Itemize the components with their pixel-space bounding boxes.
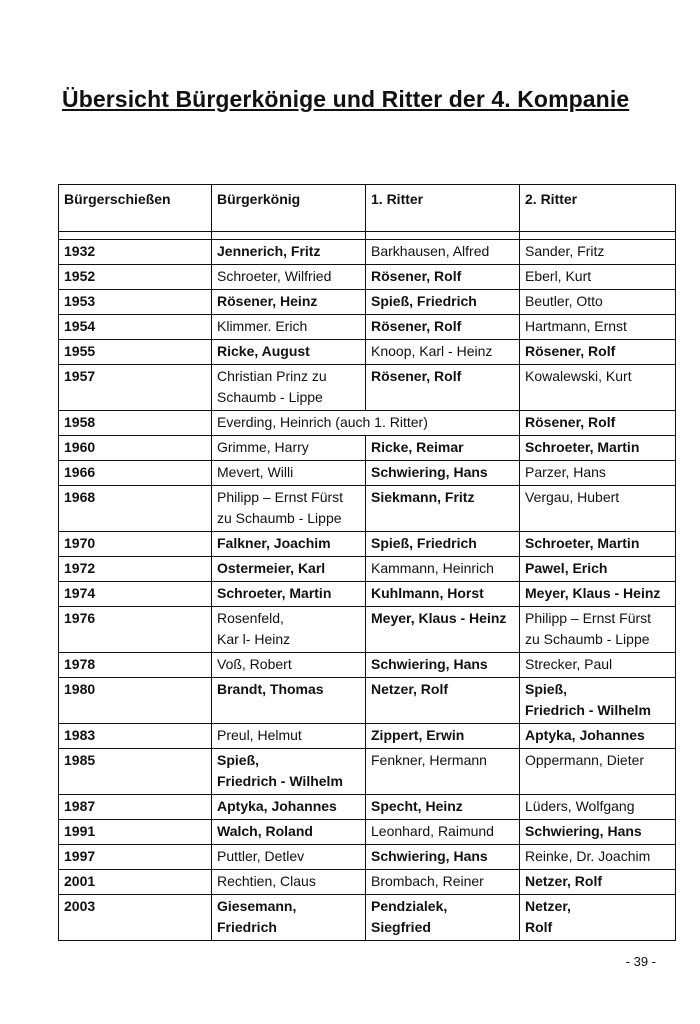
koenig-cell	[212, 795, 366, 820]
table-row	[59, 436, 676, 461]
ritter2-cell	[520, 749, 676, 795]
ritter2-cell-line: Aptyka, Johannes	[525, 727, 645, 743]
koenig-cell	[212, 820, 366, 845]
koenig-cell-line: Friedrich	[217, 919, 277, 935]
koenig-cell	[212, 724, 366, 749]
spacer-cell	[212, 232, 366, 240]
ritter2-cell	[520, 895, 676, 941]
ritter1-cell	[366, 820, 520, 845]
koenig-cell-line: Falkner, Joachim	[217, 535, 331, 551]
ritter1-cell-line: Fenkner, Hermann	[371, 752, 487, 768]
koenig-cell-line: Mevert, Willi	[217, 464, 294, 480]
koenig-cell-line: Schroeter, Wilfried	[217, 268, 332, 284]
ritter2-cell-line: Rolf	[525, 919, 553, 935]
table-row	[59, 870, 676, 895]
koenig-cell-line: Grimme, Harry	[217, 439, 309, 455]
koenig-cell	[212, 607, 366, 653]
ritter2-cell	[520, 365, 676, 411]
table-row	[59, 678, 676, 724]
ritter2-cell	[520, 678, 676, 724]
year-cell: 1952	[59, 265, 212, 290]
koenig-cell	[212, 749, 366, 795]
year-cell: 1980	[59, 678, 212, 724]
ritter1-cell-line: Spieß, Friedrich	[371, 293, 477, 309]
ritter2-cell	[520, 653, 676, 678]
ritter2-cell-line: Oppermann, Dieter	[525, 752, 645, 768]
ritter1-cell	[366, 724, 520, 749]
ritter1-cell-line: Rösener, Rolf	[371, 268, 462, 284]
table-row	[59, 365, 676, 411]
spacer-cell	[366, 232, 520, 240]
koenig-cell	[212, 557, 366, 582]
table-header-row	[59, 185, 676, 232]
koenig-cell	[212, 870, 366, 895]
ritter1-cell-line: Ricke, Reimar	[371, 439, 464, 455]
ritter1-cell	[366, 845, 520, 870]
ritter2-cell-line: Friedrich - Wilhelm	[525, 702, 651, 718]
ritter2-cell-line: Netzer,	[525, 898, 571, 914]
ritter1-cell-line: Leonhard, Raimund	[371, 823, 494, 839]
koenig-cell-line: Christian Prinz zu	[217, 368, 327, 384]
ritter1-cell-line: Knoop, Karl - Heinz	[371, 343, 493, 359]
year-cell: 1958	[59, 411, 212, 436]
koenig-cell-line: Schroeter, Martin	[217, 585, 332, 601]
koenig-cell	[212, 653, 366, 678]
table-row	[59, 461, 676, 486]
koenig-cell-line: Friedrich - Wilhelm	[217, 773, 343, 789]
year-cell: 1987	[59, 795, 212, 820]
koenig-cell-line: Rosenfeld,	[217, 610, 284, 626]
ritter1-cell-line: Kuhlmann, Horst	[371, 585, 484, 601]
kings-table	[58, 184, 676, 941]
ritter2-cell	[520, 582, 676, 607]
ritter2-cell-line: Rösener, Rolf	[525, 343, 616, 359]
ritter2-cell	[520, 315, 676, 340]
ritter1-cell	[366, 557, 520, 582]
ritter2-cell	[520, 461, 676, 486]
table-row	[59, 265, 676, 290]
table-row	[59, 557, 676, 582]
ritter1-cell	[366, 265, 520, 290]
ritter1-cell-line: Specht, Heinz	[371, 798, 463, 814]
ritter2-cell-line: Reinke, Dr. Joachim	[525, 848, 651, 864]
ritter2-cell-line: Schroeter, Martin	[525, 439, 640, 455]
ritter1-cell-line: Kammann, Heinrich	[371, 560, 494, 576]
ritter2-cell-line: Beutler, Otto	[525, 293, 603, 309]
year-cell: 1954	[59, 315, 212, 340]
ritter1-cell	[366, 315, 520, 340]
koenig-cell-line: Ostermeier, Karl	[217, 560, 326, 576]
ritter1-cell	[366, 290, 520, 315]
ritter2-cell	[520, 265, 676, 290]
ritter2-cell-line: Pawel, Erich	[525, 560, 608, 576]
table-row	[59, 895, 676, 941]
ritter2-cell-line: Sander, Fritz	[525, 243, 605, 259]
koenig-cell-line: Jennerich, Fritz	[217, 243, 321, 259]
table-row	[59, 411, 676, 436]
ritter1-cell	[366, 340, 520, 365]
koenig-cell	[212, 365, 366, 411]
koenig-cell-line: Walch, Roland	[217, 823, 313, 839]
koenig-cell	[212, 582, 366, 607]
koenig-cell-line: Kar l- Heinz	[217, 631, 291, 647]
ritter2-cell-line: Netzer, Rolf	[525, 873, 603, 889]
ritter2-cell-line: Rösener, Rolf	[525, 414, 616, 430]
table-row	[59, 749, 676, 795]
ritter2-cell	[520, 240, 676, 265]
ritter1-cell	[366, 870, 520, 895]
ritter1-cell-line: Rösener, Rolf	[371, 368, 462, 384]
year-cell: 1991	[59, 820, 212, 845]
ritter1-cell-line: Meyer, Klaus - Heinz	[371, 610, 507, 626]
ritter2-cell	[520, 845, 676, 870]
ritter2-cell	[520, 607, 676, 653]
koenig-cell-line: Rösener, Heinz	[217, 293, 318, 309]
year-cell: 1983	[59, 724, 212, 749]
year-cell: 2001	[59, 870, 212, 895]
table-row	[59, 486, 676, 532]
ritter1-cell-line: Pendzialek,	[371, 898, 448, 914]
table-row	[59, 795, 676, 820]
koenig-cell	[212, 340, 366, 365]
year-cell: 1978	[59, 653, 212, 678]
page-number: - 39 -	[625, 954, 656, 969]
ritter1-cell	[366, 461, 520, 486]
ritter1-cell	[366, 895, 520, 941]
koenig-cell	[212, 436, 366, 461]
year-cell: 1985	[59, 749, 212, 795]
ritter2-cell-line: Meyer, Klaus - Heinz	[525, 585, 661, 601]
year-cell: 1997	[59, 845, 212, 870]
ritter2-cell-line: Parzer, Hans	[525, 464, 606, 480]
ritter1-cell	[366, 532, 520, 557]
ritter2-cell-line: Schwiering, Hans	[525, 823, 642, 839]
ritter1-cell-line: Brombach, Reiner	[371, 873, 484, 889]
year-cell: 1966	[59, 461, 212, 486]
ritter1-cell	[366, 436, 520, 461]
year-cell: 1972	[59, 557, 212, 582]
ritter2-cell	[520, 436, 676, 461]
ritter1-cell-line: Siegfried	[371, 919, 431, 935]
ritter1-cell-line: Rösener, Rolf	[371, 318, 462, 334]
spacer-cell	[520, 232, 676, 240]
ritter1-cell	[366, 486, 520, 532]
ritter2-cell	[520, 486, 676, 532]
year-cell: 1976	[59, 607, 212, 653]
ritter2-cell-line: Vergau, Hubert	[525, 489, 620, 505]
table-row	[59, 607, 676, 653]
ritter2-cell	[520, 820, 676, 845]
table-row	[59, 845, 676, 870]
koenig-cell	[212, 895, 366, 941]
ritter2-cell	[520, 290, 676, 315]
year-cell: 1960	[59, 436, 212, 461]
koenig-cell	[212, 486, 366, 532]
ritter1-cell	[366, 678, 520, 724]
table-row	[59, 290, 676, 315]
year-cell: 1955	[59, 340, 212, 365]
ritter2-cell-line: Kowalewski, Kurt	[525, 368, 632, 384]
koenig-cell	[212, 678, 366, 724]
ritter1-cell-line: Spieß, Friedrich	[371, 535, 477, 551]
ritter1-cell	[366, 607, 520, 653]
year-cell: 1968	[59, 486, 212, 532]
table-row	[59, 582, 676, 607]
year-cell: 1974	[59, 582, 212, 607]
ritter2-cell	[520, 795, 676, 820]
ritter2-cell-line: Eberl, Kurt	[525, 268, 592, 284]
ritter2-cell	[520, 724, 676, 749]
koenig-cell-line: Spieß,	[217, 752, 260, 768]
ritter2-cell-line: zu Schaumb - Lippe	[525, 631, 650, 647]
header-ritter-2: 2. Ritter	[520, 185, 676, 232]
ritter1-cell-line: Schwiering, Hans	[371, 656, 488, 672]
koenig-cell-line: Klimmer. Erich	[217, 318, 308, 334]
ritter1-cell	[366, 795, 520, 820]
table-row	[59, 820, 676, 845]
ritter2-cell	[520, 411, 676, 436]
ritter1-cell-line: Schwiering, Hans	[371, 848, 488, 864]
koenig-cell	[212, 315, 366, 340]
koenig-cell	[212, 845, 366, 870]
header-ritter-1: 1. Ritter	[366, 185, 520, 232]
year-cell: 1957	[59, 365, 212, 411]
table-row	[59, 340, 676, 365]
ritter2-cell-line: Hartmann, Ernst	[525, 318, 627, 334]
koenig-cell-line: Giesemann,	[217, 898, 297, 914]
ritter1-cell-line: Netzer, Rolf	[371, 681, 449, 697]
spacer-cell	[59, 232, 212, 240]
year-cell: 2003	[59, 895, 212, 941]
ritter2-cell	[520, 557, 676, 582]
ritter1-cell	[366, 749, 520, 795]
koenig-cell-line: Philipp – Ernst Fürst	[217, 489, 344, 505]
table-row	[59, 724, 676, 749]
ritter1-cell-line: Barkhausen, Alfred	[371, 243, 490, 259]
table-body	[59, 240, 676, 941]
year-cell: 1953	[59, 290, 212, 315]
koenig-cell-line: Puttler, Detlev	[217, 848, 305, 864]
table-row	[59, 653, 676, 678]
koenig-cell	[212, 461, 366, 486]
table-row	[59, 240, 676, 265]
ritter1-cell-line: Schwiering, Hans	[371, 464, 488, 480]
ritter2-cell-line: Spieß,	[525, 681, 568, 697]
header-buergerschiessen: Bürgerschießen	[59, 185, 212, 232]
ritter2-cell-line: Schroeter, Martin	[525, 535, 640, 551]
ritter2-cell-line: Strecker, Paul	[525, 656, 613, 672]
ritter1-cell	[366, 653, 520, 678]
header-buergerkoenig: Bürgerkönig	[212, 185, 366, 232]
ritter2-cell	[520, 870, 676, 895]
page-title: Übersicht Bürgerkönige und Ritter der 4. Kompanie	[62, 86, 630, 112]
ritter1-cell-line: Zippert, Erwin	[371, 727, 465, 743]
ritter1-cell	[366, 365, 520, 411]
ritter2-cell-line: Philipp – Ernst Fürst	[525, 610, 652, 626]
koenig-cell-line: zu Schaumb - Lippe	[217, 510, 342, 526]
koenig-cell-line: Ricke, August	[217, 343, 310, 359]
koenig-merged-cell: Everding, Heinrich (auch 1. Ritter)	[212, 411, 520, 436]
koenig-cell-line: Voß, Robert	[217, 656, 292, 672]
ritter1-cell	[366, 240, 520, 265]
table-row	[59, 315, 676, 340]
table-row	[59, 532, 676, 557]
year-cell: 1970	[59, 532, 212, 557]
ritter1-cell-line: Siekmann, Fritz	[371, 489, 475, 505]
year-cell: 1932	[59, 240, 212, 265]
ritter2-cell	[520, 340, 676, 365]
koenig-cell-line: Brandt, Thomas	[217, 681, 324, 697]
koenig-cell	[212, 240, 366, 265]
koenig-cell-line: Rechtien, Claus	[217, 873, 316, 889]
ritter2-cell	[520, 532, 676, 557]
koenig-cell	[212, 290, 366, 315]
ritter1-cell	[366, 582, 520, 607]
koenig-cell-line: Preul, Helmut	[217, 727, 302, 743]
koenig-cell-line: Schaumb - Lippe	[217, 389, 323, 405]
koenig-cell	[212, 265, 366, 290]
koenig-cell-line: Aptyka, Johannes	[217, 798, 337, 814]
ritter2-cell-line: Lüders, Wolfgang	[525, 798, 635, 814]
header-spacer-row	[59, 232, 676, 240]
koenig-cell	[212, 532, 366, 557]
